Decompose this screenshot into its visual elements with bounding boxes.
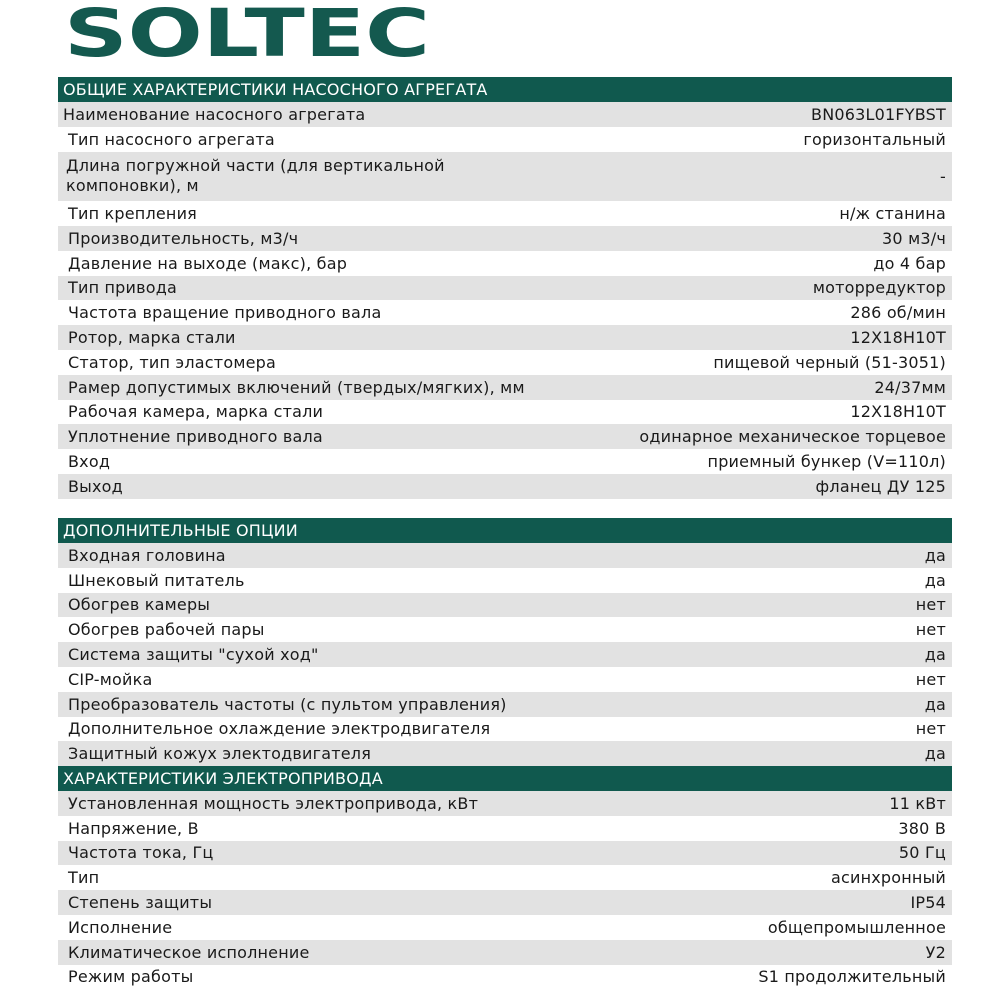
spec-row <box>58 350 952 375</box>
option-value: да <box>924 694 946 714</box>
spec-row <box>58 424 952 449</box>
spec-value: пищевой черный (51-3051) <box>713 352 946 372</box>
spec-label: Вход <box>68 452 111 472</box>
spec-row <box>58 865 952 890</box>
spec-row <box>58 816 952 841</box>
spec-label: Степень защиты <box>68 893 213 913</box>
option-value: да <box>924 570 946 590</box>
option-label: Обогрев рабочей пары <box>68 620 265 640</box>
spec-row <box>58 276 952 301</box>
option-label: Преобразователь частоты (с пультом управления) <box>68 694 507 714</box>
spec-value: 30 м3/ч <box>882 228 946 248</box>
spec-label: Рамер допустимых включений (твердых/мягких), мм <box>68 377 525 397</box>
spec-row <box>58 300 952 325</box>
spec-value: до 4 бар <box>873 253 946 273</box>
spec-value: 11 кВт <box>889 793 946 813</box>
spec-label: Напряжение, В <box>68 818 199 838</box>
spec-label: Наименование насосного агрегата <box>63 104 366 124</box>
option-label: Дополнительное охлаждение электродвигателя <box>68 719 491 739</box>
brand-logo-text: SOLTEC <box>64 2 430 60</box>
option-label: Входная головина <box>68 545 226 565</box>
spec-label: Ротор, марка стали <box>68 328 236 348</box>
spec-row <box>58 915 952 940</box>
spec-value: н/ж станина <box>839 204 946 224</box>
spec-row <box>58 940 952 965</box>
spec-value: горизонтальный <box>803 129 946 149</box>
option-label: CIP-мойка <box>68 669 153 689</box>
option-label: Система защиты "сухой ход" <box>68 645 319 665</box>
option-value: нет <box>915 595 946 615</box>
spec-label: Уплотнение приводного вала <box>68 427 323 447</box>
option-label: Защитный кожух электодвигателя <box>68 744 372 764</box>
spec-label: Установленная мощность электропривода, кВт <box>68 793 479 813</box>
section-header: ДОПОЛНИТЕЛЬНЫЕ ОПЦИИ <box>58 518 952 543</box>
option-value: нет <box>915 669 946 689</box>
spec-row <box>58 325 952 350</box>
spec-value: У2 <box>925 942 946 962</box>
option-value: да <box>924 545 946 565</box>
spec-label: Тип <box>68 868 100 888</box>
spec-value: - <box>940 166 946 186</box>
option-value: нет <box>915 620 946 640</box>
spec-label: Давление на выходе (макс), бар <box>68 253 348 273</box>
option-value: нет <box>915 719 946 739</box>
spec-value: приемный бункер (V=110л) <box>707 452 946 472</box>
option-label: Шнековый питатель <box>68 570 245 590</box>
spec-label: Климатическое исполнение <box>68 942 310 962</box>
spec-value: IP54 <box>910 893 946 913</box>
spec-row <box>58 102 952 127</box>
spec-label: Тип привода <box>68 278 178 298</box>
spec-value: 12Х18Н10Т <box>850 328 946 348</box>
option-row <box>58 692 952 717</box>
spec-label: Частота тока, Гц <box>68 843 214 863</box>
spec-row <box>58 841 952 866</box>
option-row <box>58 642 952 667</box>
option-row <box>58 568 952 593</box>
spec-value: фланец ДУ 125 <box>815 476 946 496</box>
spec-label: Тип крепления <box>68 204 197 224</box>
spec-value: 50 Гц <box>898 843 946 863</box>
spec-row <box>58 791 952 816</box>
option-row <box>58 717 952 742</box>
spec-label: Выход <box>68 476 123 496</box>
spec-label: Режим работы <box>68 967 194 987</box>
spec-row <box>58 474 952 499</box>
spec-row <box>58 251 952 276</box>
option-row <box>58 543 952 568</box>
option-value: да <box>924 744 946 764</box>
spec-row <box>58 226 952 251</box>
spec-value: асинхронный <box>830 868 946 888</box>
spec-value: BN063L01FYBST <box>811 104 946 124</box>
spec-value: 12Х18Н10Т <box>850 402 946 422</box>
spec-row <box>58 375 952 400</box>
option-row <box>58 617 952 642</box>
spec-label: Частота вращение приводного вала <box>68 303 382 323</box>
option-value: да <box>924 645 946 665</box>
option-row <box>58 741 952 766</box>
spec-label: Производительность, м3/ч <box>68 228 299 248</box>
additional-options-section <box>58 518 952 766</box>
spec-label: Статор, тип эластомера <box>68 352 276 372</box>
spec-value: S1 продолжительный <box>758 967 946 987</box>
spec-row <box>58 201 952 226</box>
spec-value: общепромышленное <box>767 917 946 937</box>
general-specs-section <box>58 77 952 499</box>
electric-drive-section <box>58 766 952 989</box>
spec-row <box>58 152 952 202</box>
spec-value: моторредуктор <box>812 278 946 298</box>
spec-label: Рабочая камера, марка стали <box>68 402 324 422</box>
spec-row <box>58 965 952 990</box>
option-row <box>58 593 952 618</box>
spec-value: 380 В <box>898 818 946 838</box>
section-header: ХАРАКТЕРИСТИКИ ЭЛЕКТРОПРИВОДА <box>58 766 952 791</box>
section-header: ОБЩИЕ ХАРАКТЕРИСТИКИ НАСОСНОГО АГРЕГАТА <box>58 77 952 102</box>
spec-row <box>58 449 952 474</box>
spec-row <box>58 400 952 425</box>
spec-row <box>58 127 952 152</box>
option-row <box>58 667 952 692</box>
spec-row <box>58 890 952 915</box>
option-label: Обогрев камеры <box>68 595 211 615</box>
spec-label: Тип насосного агрегата <box>68 129 275 149</box>
spec-label: Исполнение <box>68 917 173 937</box>
spec-value: 24/37мм <box>874 377 946 397</box>
spec-value: 286 об/мин <box>850 303 946 323</box>
spec-value: одинарное механическое торцевое <box>639 427 946 447</box>
brand-logo <box>64 2 430 60</box>
spec-label: Длина погружной части (для вертикальной компоновки), м <box>66 156 445 196</box>
